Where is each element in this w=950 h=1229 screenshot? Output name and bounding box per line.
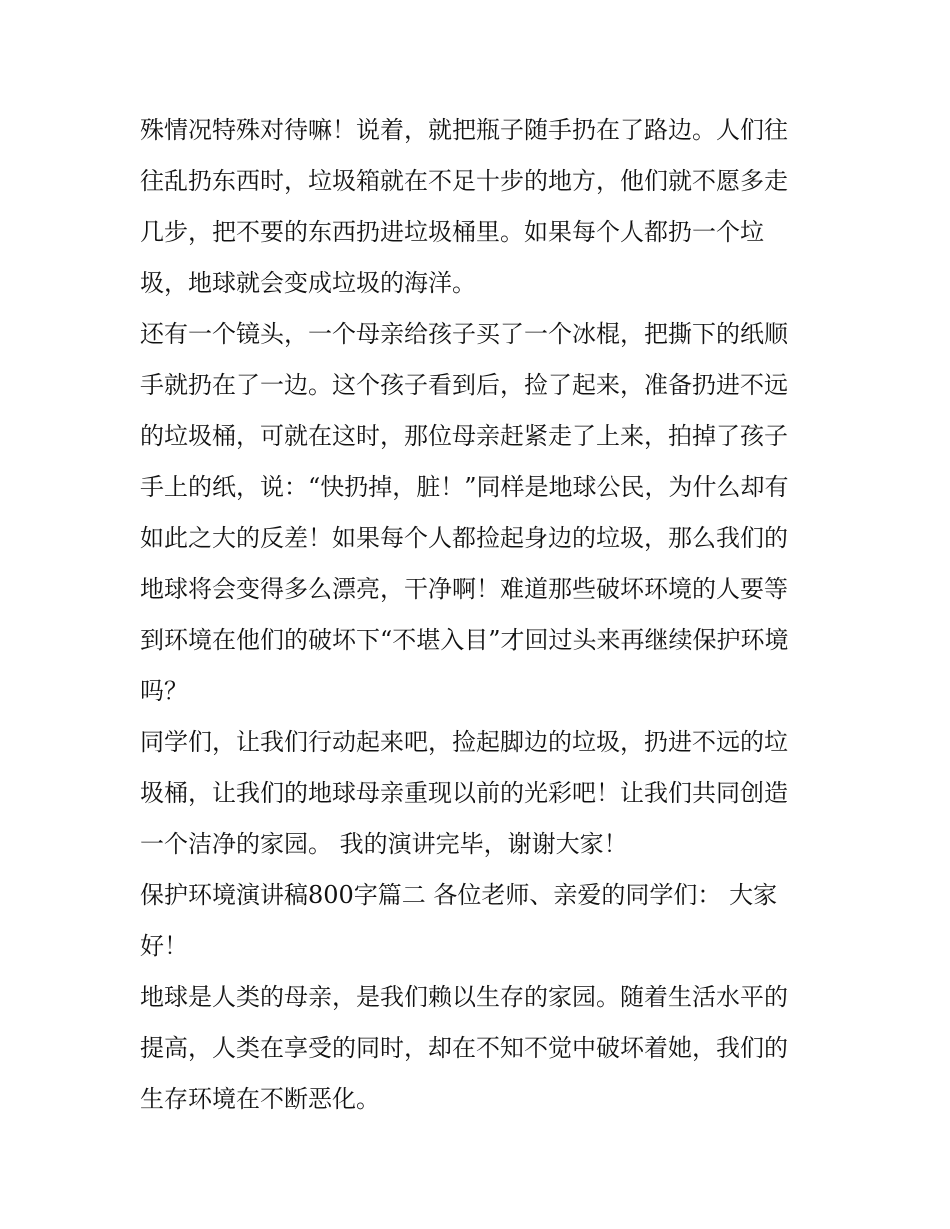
paragraph-littering-roadside: [140, 105, 820, 309]
text-line: 保护环境演讲稿800字篇二 各位老师、亲爱的同学们： 大家: [140, 881, 778, 909]
text-line: 圾，地球就会变成垃圾的海洋。: [140, 269, 476, 297]
text-line: 生存环境在不断恶化。: [140, 1085, 380, 1113]
text-line: 还有一个镜头，一个母亲给孩子买了一个冰棍，把撕下的纸顺: [140, 320, 788, 348]
text-line: 一个洁净的家园。 我的演讲完毕，谢谢大家！: [140, 830, 628, 858]
paragraph-call-to-action: [140, 717, 820, 870]
text-line: 殊情况特殊对待嘛！说着，就把瓶子随手扔在了路边。人们往: [140, 116, 788, 144]
paragraph-mother-and-child: [140, 309, 820, 717]
text-line: 如此之大的反差！如果每个人都捡起身边的垃圾，那么我们的: [140, 524, 788, 552]
text-line: 到环境在他们的破坏下“不堪入目”才回过头来再继续保护环境: [140, 626, 789, 654]
text-line: 提高，人类在享受的同时，却在不知不觉中破坏着她，我们的: [140, 1034, 788, 1062]
text-line: 地球将会变得多么漂亮，干净啊！难道那些破坏环境的人要等: [140, 575, 788, 603]
text-line: 好！: [140, 932, 188, 960]
text-line: 几步，把不要的东西扔进垃圾桶里。如果每个人都扔一个垃: [140, 218, 764, 246]
section-heading-speech-two: [140, 870, 820, 972]
text-line: 手上的纸，说：“快扔掉，脏！”同样是地球公民，为什么却有: [140, 473, 789, 501]
paragraph-earth-mother: [140, 972, 820, 1125]
text-line: 同学们，让我们行动起来吧，捡起脚边的垃圾，扔进不远的垃: [140, 728, 788, 756]
document-body: [140, 105, 820, 1125]
text-line: 地球是人类的母亲，是我们赖以生存的家园。随着生活水平的: [140, 983, 788, 1011]
text-line: 往乱扔东西时，垃圾箱就在不足十步的地方，他们就不愿多走: [140, 167, 788, 195]
text-line: 圾桶，让我们的地球母亲重现以前的光彩吧！让我们共同创造: [140, 779, 788, 807]
text-line: 的垃圾桶，可就在这时，那位母亲赶紧走了上来，拍掉了孩子: [140, 422, 788, 450]
text-line: 吗？: [140, 677, 188, 705]
text-line: 手就扔在了一边。这个孩子看到后，捡了起来，准备扔进不远: [140, 371, 788, 399]
